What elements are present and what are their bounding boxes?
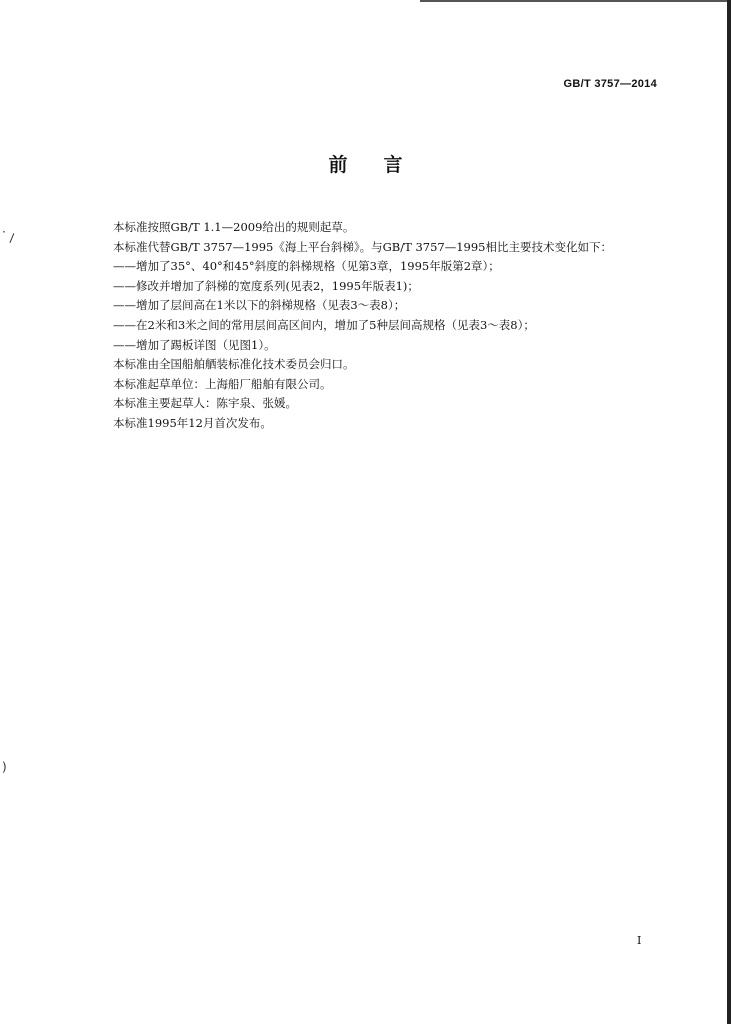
text-line: ——增加了层间高在1米以下的斜梯规格（见表3～表8）；: [113, 298, 406, 313]
text-line: 本标准1995年12月首次发布。: [113, 415, 272, 430]
text-line: 本标准由全国船舶舾装标准化技术委员会归口。: [113, 357, 355, 372]
scan-speck: \: [5, 231, 19, 245]
text-line: ——增加了踢板详图（见图1）。: [113, 337, 276, 352]
text-line: 本标准按照GB/T 1.1—2009给出的规则起草。: [113, 220, 355, 234]
standard-code: GB/T 3757—2014: [563, 78, 657, 90]
scan-speck: ·: [2, 225, 6, 239]
scan-speck: ): [2, 760, 7, 774]
text-line: 本标准主要起草人：陈宇泉、张媛。: [113, 396, 297, 411]
text-line: 本标准起草单位：上海船厂船舶有限公司。: [113, 376, 332, 391]
foreword-body: [113, 218, 673, 434]
page-title: 前言: [328, 154, 439, 176]
scan-top-edge: [420, 0, 731, 2]
text-line: ——修改并增加了斜梯的宽度系列(见表2，1995年版表1)；: [113, 278, 419, 293]
text-line: 本标准代替GB/T 3757—1995《海上平台斜梯》。与GB/T 3757—1995相比主要技术变化如下：: [113, 239, 612, 254]
text-line: ——增加了35°、40°和45°斜度的斜梯规格（见第3章，1995年版第2章）；: [113, 259, 500, 274]
text-line: ——在2米和3米之间的常用层间高区间内，增加了5种层间高规格（见表3～表8）；: [113, 317, 535, 332]
page-number: I: [637, 934, 642, 947]
